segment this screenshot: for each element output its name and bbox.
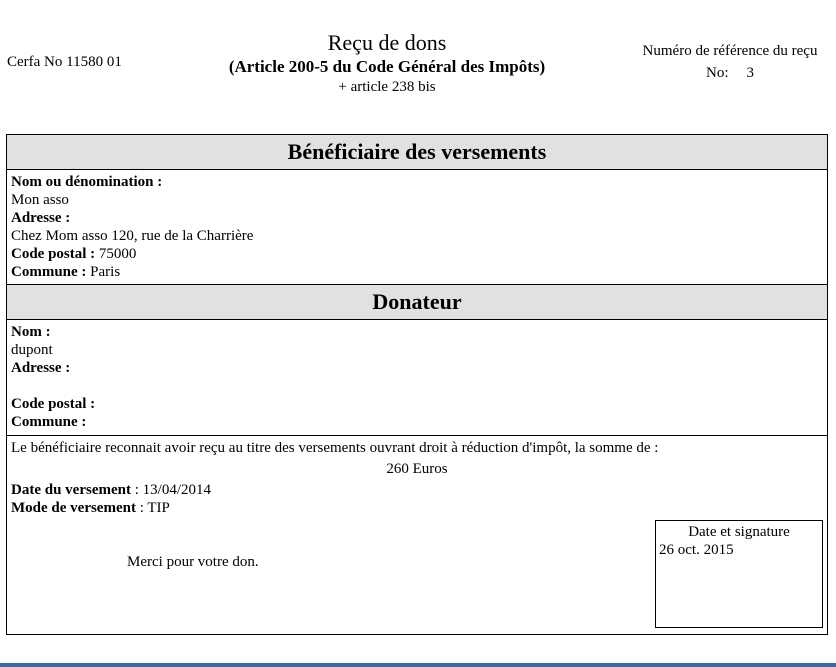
beneficiary-section [6,134,828,285]
beneficiary-name-label: Nom ou dénomination : [11,174,163,190]
beneficiary-city-value: Paris [90,264,121,280]
donor-name-label: Nom : [11,324,51,340]
beneficiary-city-label: Commune : [11,264,87,280]
donation-section [6,435,828,635]
signature-title: Date et signature [688,524,790,540]
cerfa-number: Cerfa No 11580 01 [7,54,122,70]
donor-fields [7,320,827,435]
beneficiary-heading: Bénéficiaire des versements [7,135,827,170]
donation-date-value: : 13/04/2014 [134,482,211,498]
receipt-title: Reçu de dons [327,30,447,55]
beneficiary-postal-value: 75000 [98,246,137,262]
donor-heading: Donateur [7,285,827,320]
receipt-reference [630,40,830,84]
reference-number-label: No: [706,65,729,81]
donor-city-label: Commune : [11,414,87,430]
donation-mode-value: : TIP [139,500,170,516]
beneficiary-address-value: Chez Mom asso 120, rue de la Charrière [11,228,254,244]
beneficiary-fields [7,170,827,285]
donation-details [7,436,827,517]
signature-box [655,520,823,628]
signature-date: 26 oct. 2015 [659,542,734,558]
bottom-border [0,663,836,667]
donor-postal-label: Code postal : [11,396,96,412]
reference-label: Numéro de référence du reçu [642,43,818,59]
donor-address-label: Adresse : [11,360,71,376]
donation-statement: Le bénéficiaire reconnait avoir reçu au titre des versements ouvrant droit à réduction d'impôt, la somme de : [11,440,659,456]
donation-mode-label: Mode de versement [11,500,136,516]
donation-amount: 260 Euros [386,461,448,477]
beneficiary-name-value: Mon asso [11,192,69,208]
beneficiary-address-label: Adresse : [11,210,71,226]
reference-number-line [630,62,830,84]
donor-name-value: dupont [11,342,53,358]
article-extra: + article 238 bis [338,79,436,95]
reference-number-value: 3 [746,65,754,81]
donor-section [6,284,828,436]
donor-address-value [11,377,823,395]
article-reference: (Article 200-5 du Code Général des Impôts) [228,57,546,76]
donation-date-label: Date du versement [11,482,131,498]
thanks-message: Merci pour votre don. [127,554,259,570]
beneficiary-postal-label: Code postal : [11,246,96,262]
